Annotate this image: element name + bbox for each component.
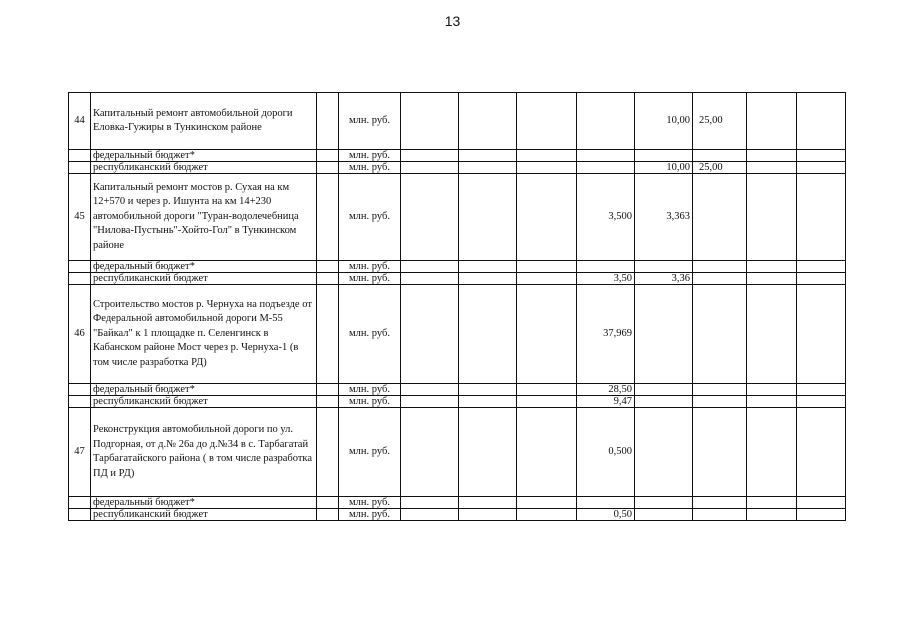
row-number-cell [69, 384, 91, 396]
unit-cell: млн. руб. [339, 408, 401, 497]
unit-cell: млн. руб. [339, 396, 401, 408]
value-cell: 0,500 [577, 408, 635, 497]
value-cell [693, 285, 747, 384]
value-cell [459, 261, 517, 273]
value-cell [517, 150, 577, 162]
value-cell: 3,36 [635, 273, 693, 285]
row-name-cell: федеральный бюджет* [91, 150, 317, 162]
row-name-cell: республиканский бюджет [91, 509, 317, 521]
table-subrow [69, 384, 846, 396]
value-cell [517, 273, 577, 285]
value-cell [693, 150, 747, 162]
row-number-cell [69, 396, 91, 408]
row-number-cell [69, 273, 91, 285]
value-cell [635, 150, 693, 162]
page-number: 13 [444, 13, 461, 29]
value-cell [635, 285, 693, 384]
value-cell [459, 93, 517, 150]
value-cell [797, 93, 846, 150]
value-cell [459, 408, 517, 497]
value-cell [693, 174, 747, 261]
table-row [69, 285, 846, 384]
value-cell [635, 396, 693, 408]
row-number-cell [69, 497, 91, 509]
value-cell [459, 384, 517, 396]
table-subrow [69, 261, 846, 273]
value-cell [797, 162, 846, 174]
value-cell [459, 497, 517, 509]
table-row [69, 93, 846, 150]
value-cell [401, 162, 459, 174]
value-cell [517, 93, 577, 150]
value-cell [797, 273, 846, 285]
table-row [69, 408, 846, 497]
value-cell [459, 273, 517, 285]
table-subrow [69, 162, 846, 174]
value-cell: 10,00 [635, 162, 693, 174]
row-number-cell [69, 150, 91, 162]
row-number-cell [69, 509, 91, 521]
table-subrow [69, 509, 846, 521]
value-cell [747, 261, 797, 273]
value-cell [693, 408, 747, 497]
row-name-cell: федеральный бюджет* [91, 497, 317, 509]
value-cell [635, 497, 693, 509]
value-cell [401, 174, 459, 261]
unit-cell: млн. руб. [339, 384, 401, 396]
row-number-cell [69, 162, 91, 174]
blank-cell [317, 261, 339, 273]
row-number-cell: 44 [69, 93, 91, 150]
blank-cell [317, 285, 339, 384]
value-cell [635, 384, 693, 396]
row-name-cell: Капитальный ремонт мостов р. Сухая на км 12+570 и через р. Ишунта на км 14+230 автомобильной дороги "Туран-водолечебница "Нилова-Пустынь"-Хойто-Гол" в Тункинском районе [91, 174, 317, 261]
value-cell [401, 509, 459, 521]
table-row [69, 174, 846, 261]
value-cell: 28,50 [577, 384, 635, 396]
value-cell [693, 396, 747, 408]
value-cell [459, 285, 517, 384]
value-cell [517, 261, 577, 273]
value-cell [401, 396, 459, 408]
blank-cell [317, 273, 339, 285]
value-cell [747, 408, 797, 497]
value-cell: 25,00 [693, 93, 747, 150]
value-cell [401, 273, 459, 285]
value-cell [797, 285, 846, 384]
value-cell [747, 273, 797, 285]
row-name-cell: Реконструкция автомобильной дороги по ул. Подгорная, от д.№ 26а до д.№34 в с. Тарбагатай Тарбагатайского района ( в том числе разработка ПД и РД) [91, 408, 317, 497]
unit-cell: млн. руб. [339, 261, 401, 273]
value-cell [797, 408, 846, 497]
blank-cell [317, 174, 339, 261]
value-cell [797, 174, 846, 261]
value-cell [747, 396, 797, 408]
value-cell [517, 162, 577, 174]
unit-cell: млн. руб. [339, 150, 401, 162]
row-name-cell: Капитальный ремонт автомобильной дороги Еловка-Гужиры в Тункинском районе [91, 93, 317, 150]
value-cell [401, 497, 459, 509]
value-cell [797, 384, 846, 396]
blank-cell [317, 509, 339, 521]
value-cell [517, 497, 577, 509]
row-name-cell: республиканский бюджет [91, 396, 317, 408]
row-name-cell: республиканский бюджет [91, 273, 317, 285]
value-cell: 3,500 [577, 174, 635, 261]
value-cell [693, 273, 747, 285]
value-cell [693, 509, 747, 521]
blank-cell [317, 408, 339, 497]
value-cell [797, 509, 846, 521]
unit-cell: млн. руб. [339, 93, 401, 150]
unit-cell: млн. руб. [339, 285, 401, 384]
value-cell [577, 150, 635, 162]
row-name-cell: федеральный бюджет* [91, 261, 317, 273]
value-cell [517, 509, 577, 521]
blank-cell [317, 497, 339, 509]
value-cell: 9,47 [577, 396, 635, 408]
value-cell [747, 162, 797, 174]
value-cell [693, 261, 747, 273]
row-number-cell: 46 [69, 285, 91, 384]
row-number-cell: 45 [69, 174, 91, 261]
table-subrow [69, 497, 846, 509]
blank-cell [317, 396, 339, 408]
value-cell [797, 497, 846, 509]
value-cell [577, 93, 635, 150]
unit-cell: млн. руб. [339, 174, 401, 261]
unit-cell: млн. руб. [339, 497, 401, 509]
value-cell [635, 509, 693, 521]
value-cell: 3,363 [635, 174, 693, 261]
value-cell [517, 384, 577, 396]
value-cell [401, 285, 459, 384]
value-cell [747, 93, 797, 150]
blank-cell [317, 384, 339, 396]
row-number-cell: 47 [69, 408, 91, 497]
value-cell [577, 162, 635, 174]
value-cell [401, 384, 459, 396]
row-name-cell: республиканский бюджет [91, 162, 317, 174]
value-cell [401, 150, 459, 162]
value-cell [747, 384, 797, 396]
value-cell [747, 150, 797, 162]
value-cell [459, 162, 517, 174]
blank-cell [317, 162, 339, 174]
value-cell [747, 497, 797, 509]
blank-cell [317, 150, 339, 162]
value-cell [401, 261, 459, 273]
table-body [69, 93, 846, 521]
value-cell [797, 396, 846, 408]
value-cell: 25,00 [693, 162, 747, 174]
row-name-cell: Строительство мостов р. Чернуха на подъезде от Федеральной автомобильной дороги М-55 "Байкал" к 1 площадке п. Селенгинск в Кабанском районе Мост через р. Чернуха-1 (в том числе разработка РД) [91, 285, 317, 384]
value-cell [459, 150, 517, 162]
value-cell [577, 261, 635, 273]
row-name-cell: федеральный бюджет* [91, 384, 317, 396]
value-cell: 3,50 [577, 273, 635, 285]
value-cell [401, 408, 459, 497]
value-cell [517, 174, 577, 261]
value-cell [693, 497, 747, 509]
table-subrow [69, 273, 846, 285]
table-subrow [69, 150, 846, 162]
value-cell: 10,00 [635, 93, 693, 150]
value-cell [517, 396, 577, 408]
blank-cell [317, 93, 339, 150]
unit-cell: млн. руб. [339, 162, 401, 174]
value-cell [747, 174, 797, 261]
unit-cell: млн. руб. [339, 273, 401, 285]
value-cell [517, 285, 577, 384]
value-cell [635, 408, 693, 497]
value-cell [747, 509, 797, 521]
value-cell [459, 509, 517, 521]
value-cell [693, 384, 747, 396]
value-cell [401, 93, 459, 150]
unit-cell: млн. руб. [339, 509, 401, 521]
row-number-cell [69, 261, 91, 273]
value-cell [459, 174, 517, 261]
value-cell [797, 261, 846, 273]
budget-table [68, 92, 846, 521]
value-cell: 37,969 [577, 285, 635, 384]
value-cell [517, 408, 577, 497]
value-cell [459, 396, 517, 408]
value-cell: 0,50 [577, 509, 635, 521]
value-cell [635, 261, 693, 273]
value-cell [747, 285, 797, 384]
table-subrow [69, 396, 846, 408]
value-cell [797, 150, 846, 162]
value-cell [577, 497, 635, 509]
